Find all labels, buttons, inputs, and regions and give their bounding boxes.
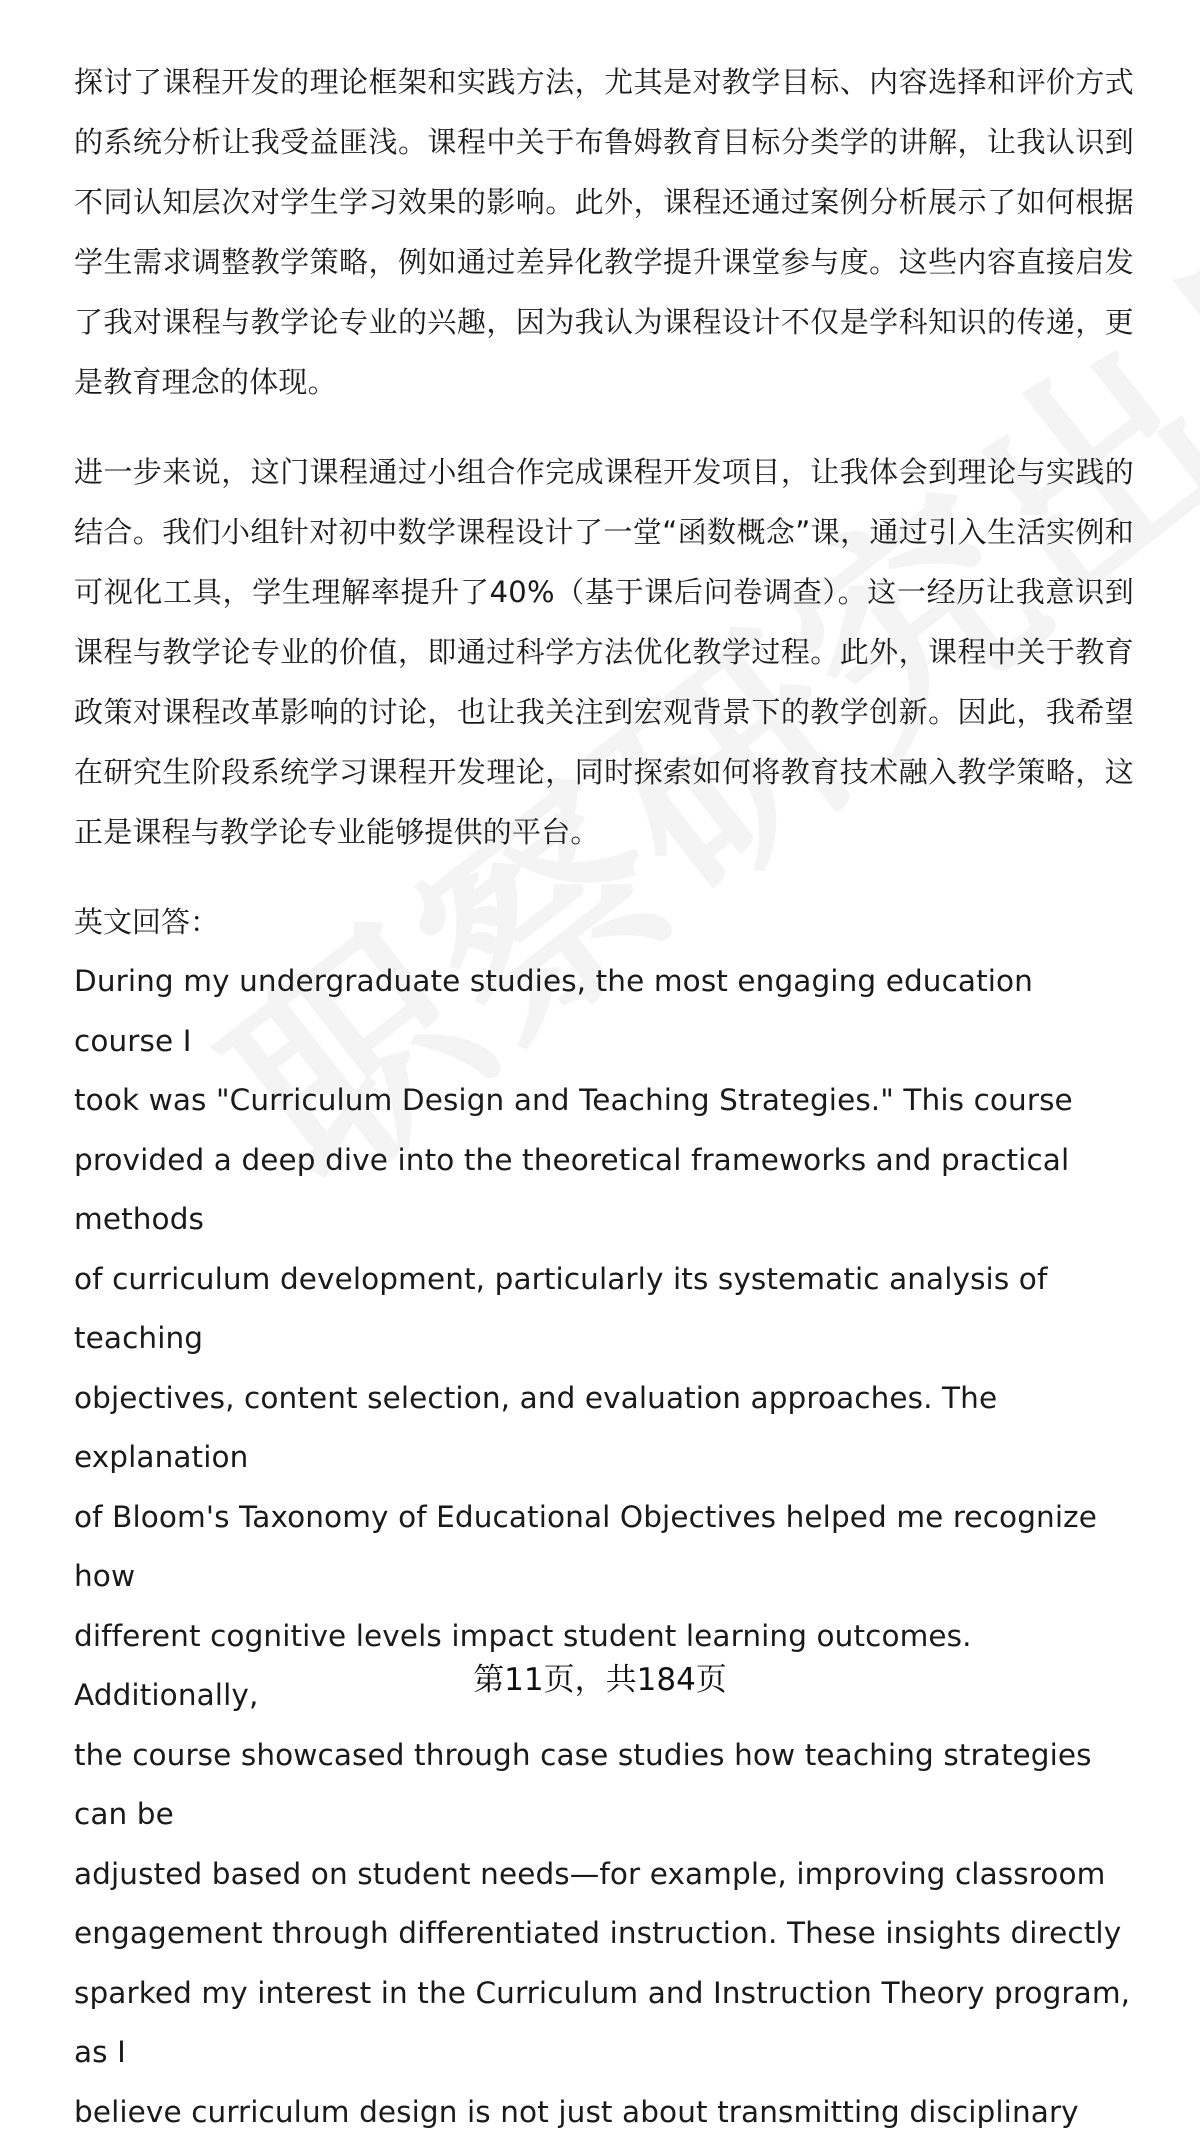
english-line: sparked my interest in the Curriculum and Instruction Theory program, as I [74, 1964, 1134, 2083]
english-line: provided a deep dive into the theoretical frameworks and practical methods [74, 1131, 1134, 1250]
english-line: the course showcased through case studies how teaching strategies can be [74, 1726, 1134, 1845]
english-line: During my undergraduate studies, the most engaging education course I [74, 952, 1134, 1071]
chinese-paragraph-continuation: 探讨了课程开发的理论框架和实践方法，尤其是对教学目标、内容选择和评价方式的系统分析让我受益匪浅。课程中关于布鲁姆教育目标分类学的讲解，让我认识到不同认知层次对学生学习效果的影响。此外，课程还通过案例分析展示了如何根据学生需求调整教学策略，例如通过差异化教学提升课堂参与度。这些内容直接启发了我对课程与教学论专业的兴趣，因为我认为课程设计不仅是学科知识的传递，更是教育理念的体现。 [74, 52, 1134, 412]
english-line: took was "Curriculum Design and Teaching Strategies." This course [74, 1071, 1134, 1131]
english-line: adjusted based on student needs—for example, improving classroom [74, 1845, 1134, 1905]
english-line: engagement through differentiated instruction. These insights directly [74, 1904, 1134, 1964]
english-paragraph [74, 952, 1134, 2142]
page-content [74, 52, 1134, 2142]
english-line: of curriculum development, particularly its systematic analysis of teaching [74, 1250, 1134, 1369]
english-line: different cognitive levels impact student learning outcomes. Additionally, [74, 1607, 1134, 1726]
english-answer-label: 英文回答： [74, 892, 1134, 952]
english-line: objectives, content selection, and evaluation approaches. The explanation [74, 1369, 1134, 1488]
page-number: 第11页，共184页 [0, 1660, 1200, 1700]
english-line: of Bloom's Taxonomy of Educational Objectives helped me recognize how [74, 1488, 1134, 1607]
english-line: believe curriculum design is not just about transmitting disciplinary [74, 2083, 1134, 2142]
chinese-paragraph-project: 进一步来说，这门课程通过小组合作完成课程开发项目，让我体会到理论与实践的结合。我们小组针对初中数学课程设计了一堂“函数概念”课，通过引入生活实例和可视化工具，学生理解率提升了40%（基于课后问卷调查）。这一经历让我意识到课程与教学论专业的价值，即通过科学方法优化教学过程。此外，课程中关于教育政策对课程改革影响的讨论，也让我关注到宏观背景下的教学创新。因此，我希望在研究生阶段系统学习课程开发理论，同时探索如何将教育技术融入教学策略，这正是课程与教学论专业能够提供的平台。 [74, 442, 1134, 862]
